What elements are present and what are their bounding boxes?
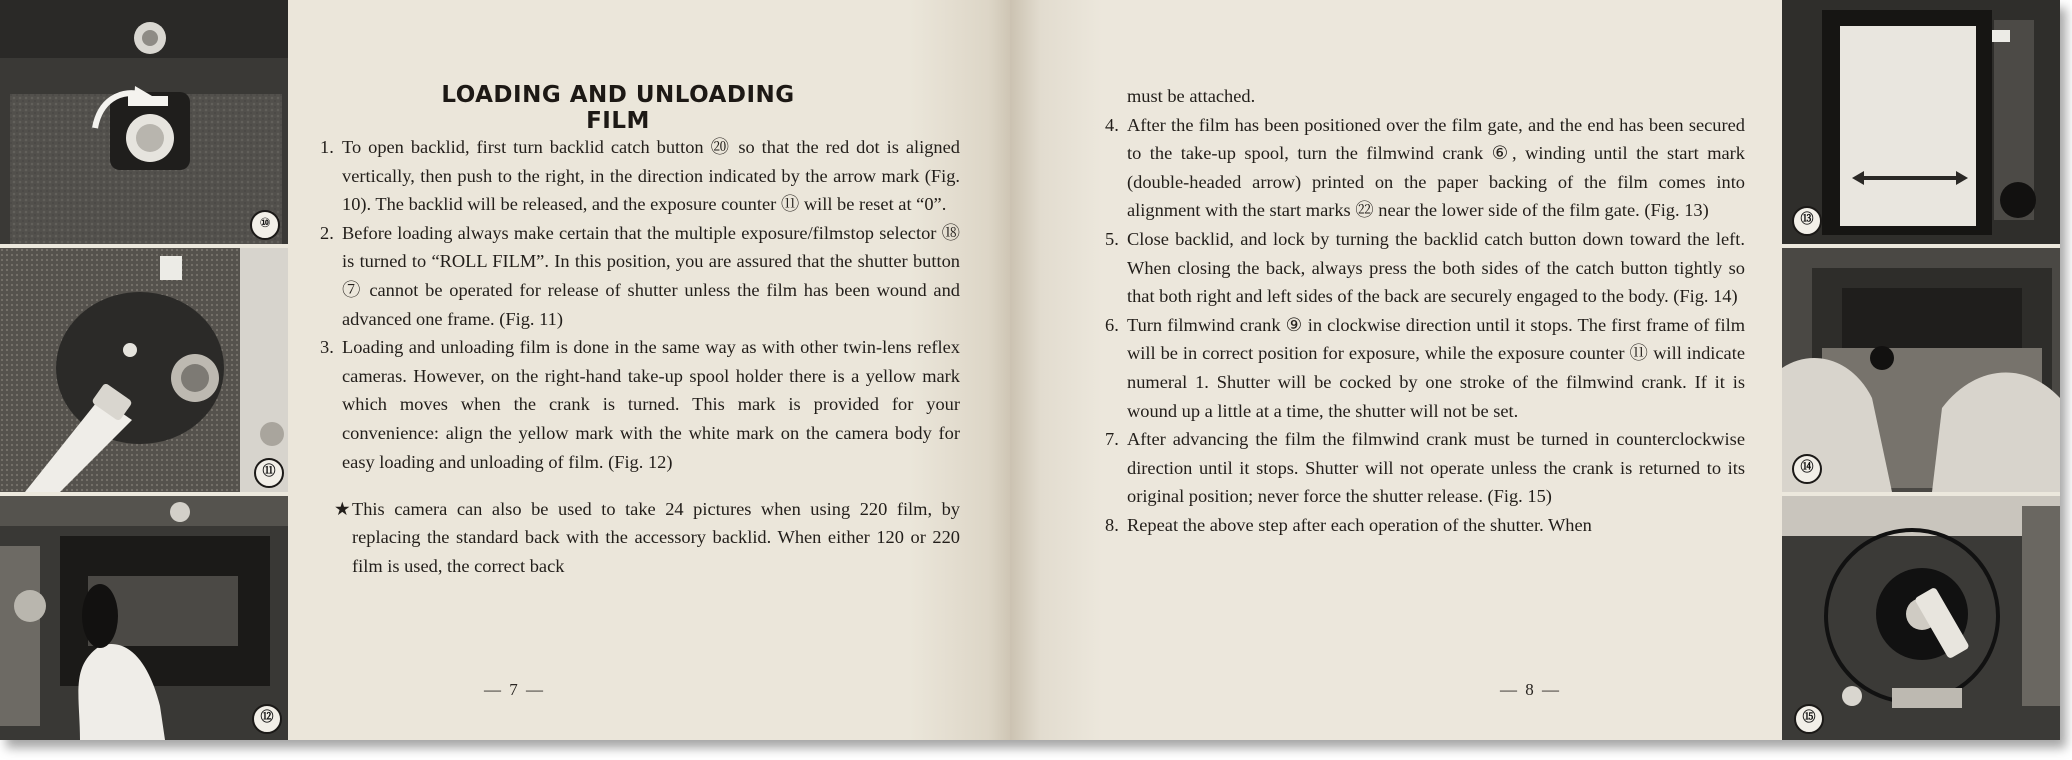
- step-1-text: To open backlid, first turn backlid catch button ⑳ so that the red dot is aligned vertically, then push to the right, in the direction indicated by the arrow mark (Fig. 10). The backlid will be released, and the exposure counter ⑪ will be reset at “0”.: [342, 137, 960, 215]
- page-number-left: — 7 —: [484, 680, 545, 699]
- step-7: [1105, 425, 1745, 511]
- continuation-text: must be attached.: [1127, 86, 1256, 106]
- figure-11-photo: [0, 248, 288, 496]
- figure-12-illustration: [0, 496, 288, 740]
- star-icon: ★: [334, 498, 351, 519]
- step-3-number: 3.: [320, 337, 334, 358]
- step-3: [320, 333, 960, 476]
- continuation-line: [1105, 82, 1745, 111]
- step-8-number: 8.: [1105, 514, 1119, 535]
- figure-15-badge: ⑮: [1794, 704, 1824, 734]
- step-4-text: After the film has been positioned over the film gate, and the end has been secured to the take-up spool, turn the filmwind crank ⑥, winding until the start mark (double-headed arrow) printed on the paper backing of the film comes into alignment with the start marks ㉒ near the lower side of the film gate. (Fig. 13): [1127, 114, 1745, 221]
- figure-13-photo: [1782, 0, 2060, 248]
- step-4: [1105, 111, 1745, 225]
- figure-11-illustration: [0, 248, 288, 492]
- page-number-right: — 8 —: [1500, 680, 1561, 699]
- figure-15-illustration: [1782, 496, 2060, 740]
- step-2: [320, 219, 960, 333]
- figure-14-badge: ⑭: [1792, 454, 1822, 484]
- step-2-text: Before loading always make certain that the multiple exposure/filmstop selector ⑱ is turned to “ROLL FILM”. In this position, you are assured that the shutter button ⑦ cannot be operated for release of shutter unless the film has been wound and advanced one frame. (Fig. 11): [342, 222, 960, 329]
- step-1-number: 1.: [320, 137, 334, 157]
- left-page: [288, 0, 1010, 740]
- step-5-number: 5.: [1105, 228, 1119, 249]
- star-note: [334, 495, 960, 581]
- step-3-text: Loading and unloading film is done in the same way as with other twin-lens reflex cameras. However, on the right-hand take-up spool holder there is a yellow mark which moves when the crank is turned. This mark is provided for your convenience: align the yellow mark with the white mark on the camera body for easy loading and unloading of film. (Fig. 12): [342, 337, 960, 472]
- step-8-text: Repeat the above step after each operation of the shutter. When: [1127, 514, 1592, 535]
- figure-12-badge: ⑫: [252, 704, 282, 734]
- step-1: [320, 133, 960, 219]
- figure-10-illustration: [0, 0, 288, 244]
- figure-14-photo: [1782, 248, 2060, 496]
- left-page-body: [320, 133, 960, 599]
- step-7-text: After advancing the film the filmwind crank must be turned in counterclockwise direction until it stops. Shutter will not operate unless the crank is returned to its original position; never force the shutter release. (Fig. 15): [1127, 429, 1745, 507]
- figure-15-photo: [1782, 496, 2060, 740]
- page-title: LOADING AND UNLOADING FILM: [441, 82, 795, 134]
- figure-14-illustration: [1782, 248, 2060, 492]
- step-6-number: 6.: [1105, 314, 1119, 335]
- step-5-text: Close backlid, and lock by turning the backlid catch button down toward the left. When closing the back, always press the both sides of the catch button tightly so that both right and left sides of the back are securely engaged to the body. (Fig. 14): [1127, 228, 1745, 307]
- step-6: [1105, 311, 1745, 425]
- step-8: [1105, 511, 1745, 540]
- right-page: [1010, 0, 1782, 740]
- figure-13-illustration: [1782, 0, 2060, 244]
- figure-12-photo: [0, 496, 288, 740]
- step-7-number: 7.: [1105, 429, 1119, 450]
- step-2-number: 2.: [320, 222, 334, 243]
- right-page-body: [1105, 82, 1745, 540]
- figure-13-badge: ⑬: [1792, 206, 1822, 236]
- step-5: [1105, 225, 1745, 311]
- figure-10-photo: [0, 0, 288, 248]
- figure-11-badge: ⑪: [254, 458, 284, 488]
- step-6-text: Turn filmwind crank ⑨ in clockwise direction until it stops. The first frame of film will be in correct position for exposure, while the exposure counter ⑪ will indicate numeral 1. Shutter will be cocked by one stroke of the filmwind crank. If it is wound up a little at a time, the shutter will not be set.: [1127, 314, 1745, 421]
- step-4-number: 4.: [1105, 114, 1119, 135]
- star-note-text: This camera can also be used to take 24 pictures when using 220 film, by replacing the standard back with the accessory backlid. When either 120 or 220 film is used, the correct back: [352, 498, 960, 576]
- figure-10-badge: ⑩: [250, 210, 280, 240]
